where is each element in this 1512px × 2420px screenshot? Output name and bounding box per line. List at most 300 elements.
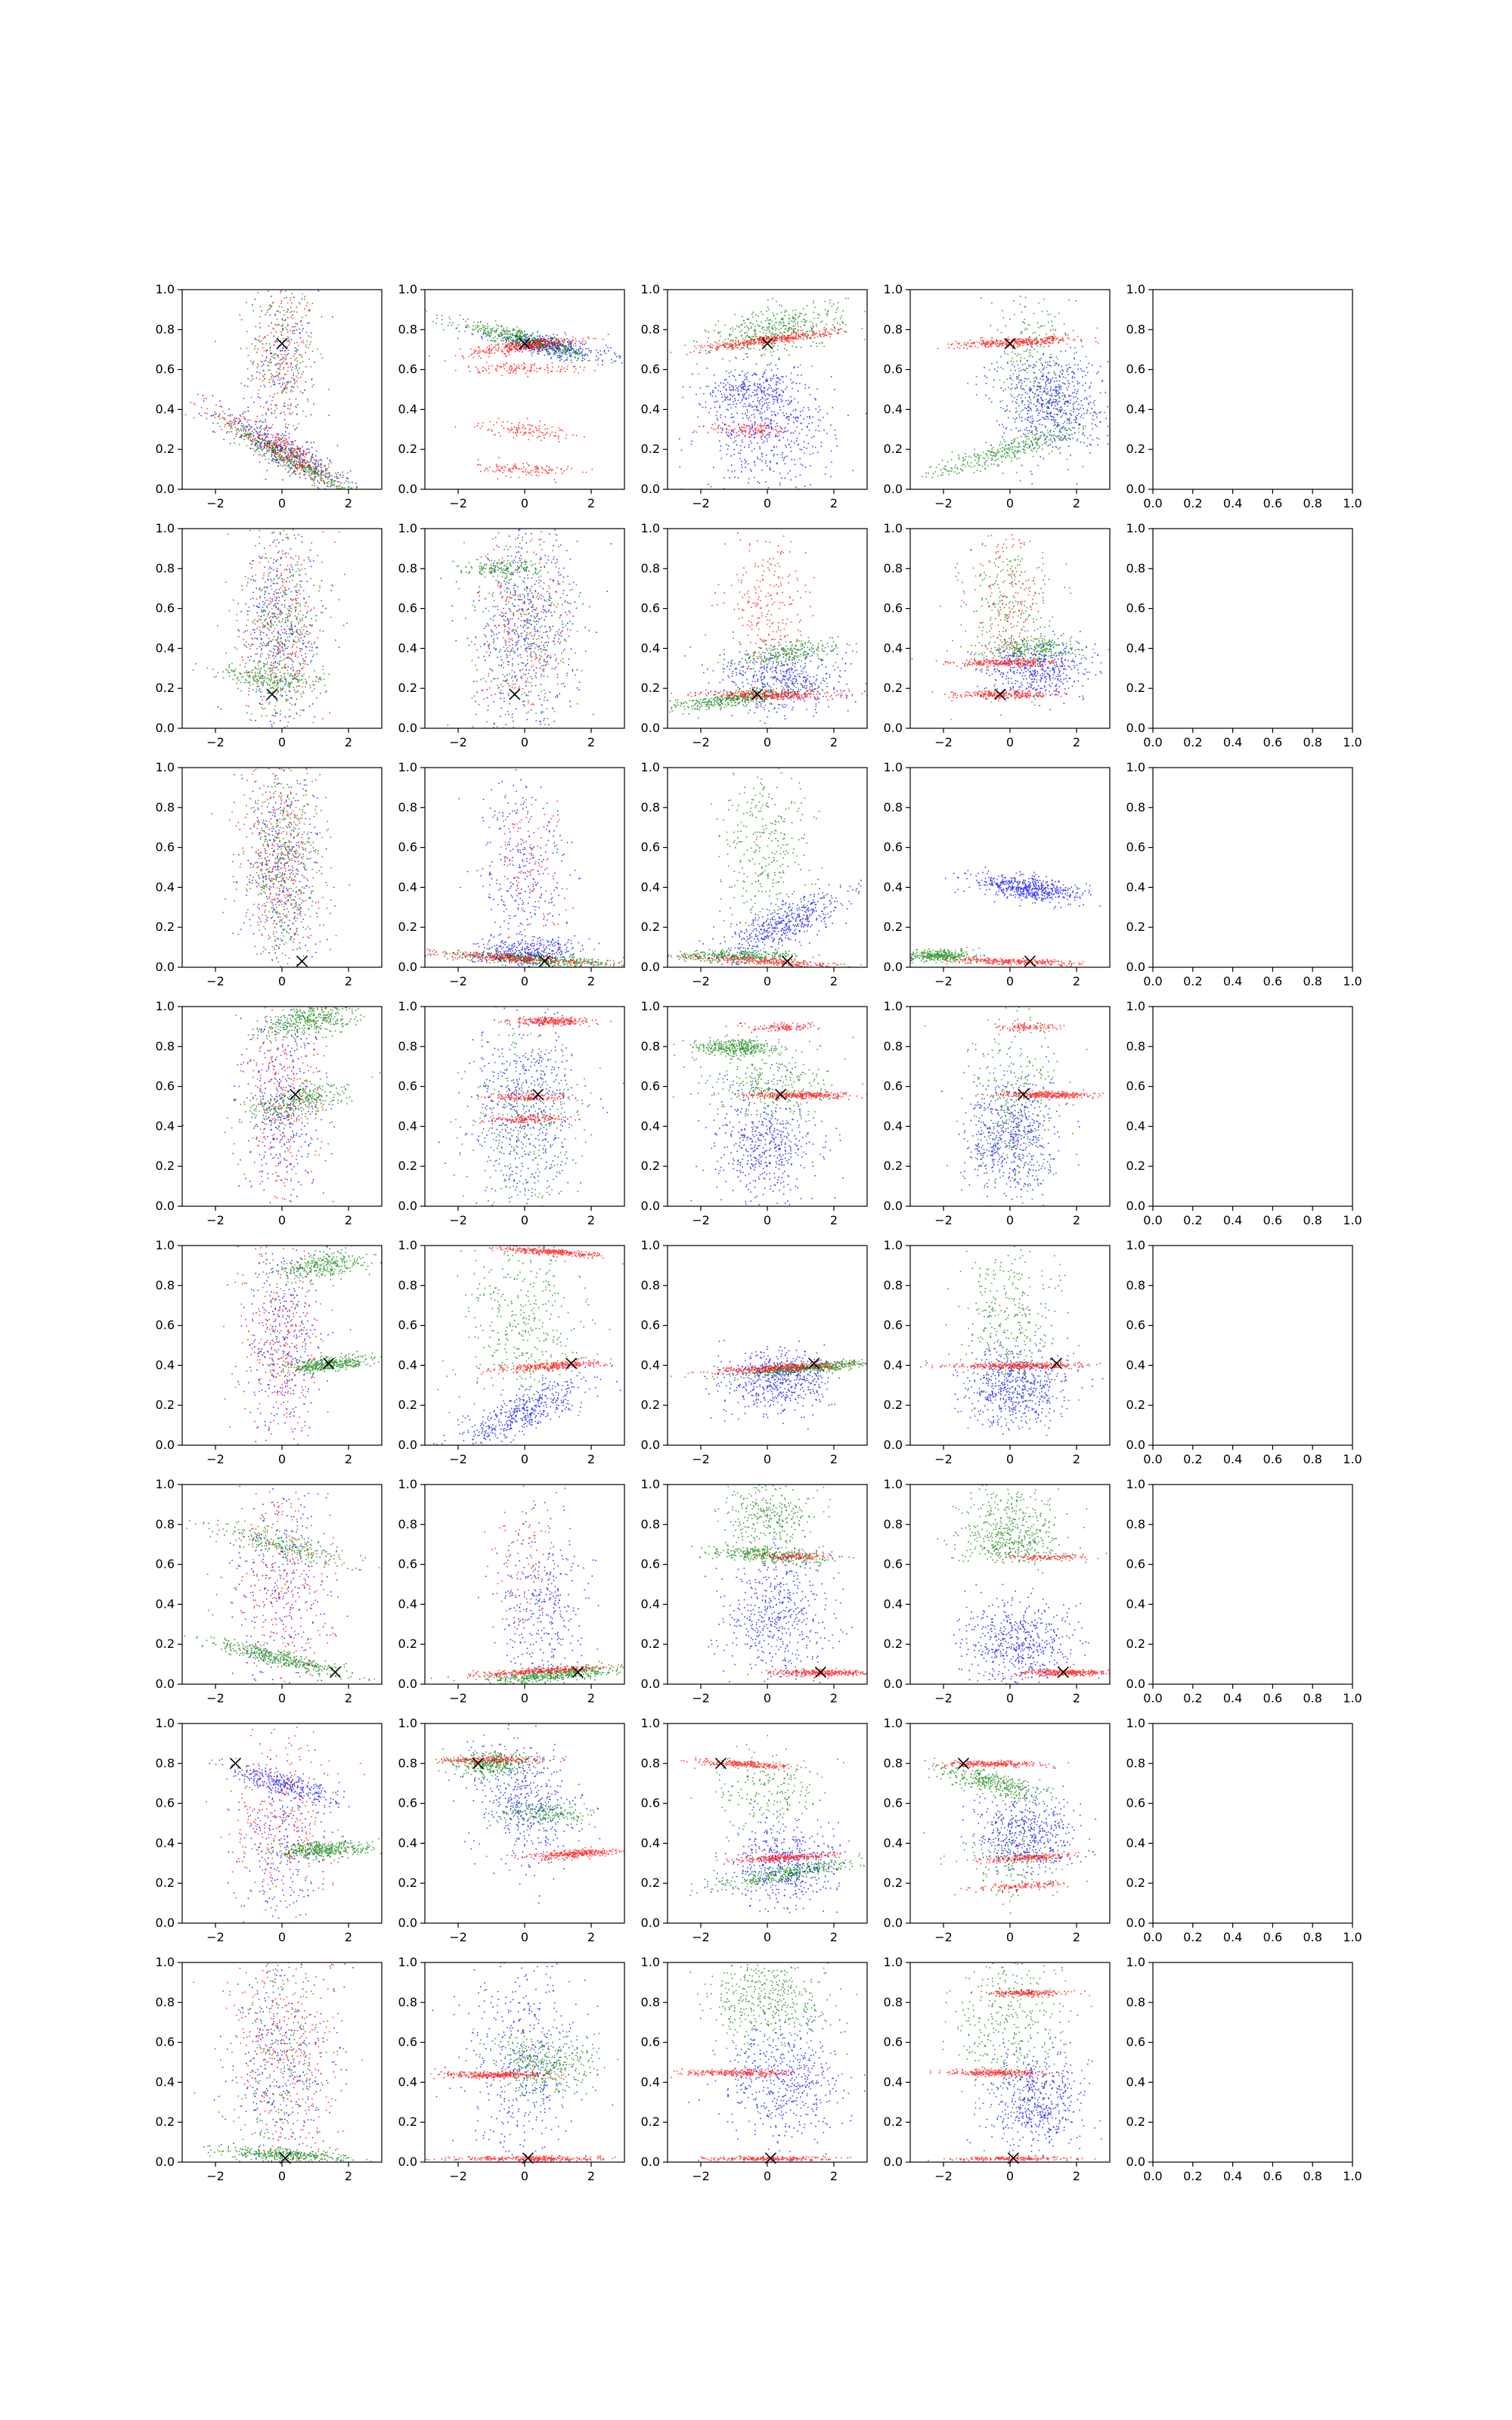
y-tick-label: 0.8 [1126, 1994, 1145, 2009]
x-tick-label: 0.0 [1143, 496, 1163, 510]
y-tick-label: 0.2 [398, 1637, 417, 1652]
y-tick-label: 0.6 [155, 361, 175, 377]
y-tick-label: 0.6 [398, 1795, 417, 1810]
x-tick-label: −2 [934, 496, 953, 510]
y-tick-label: 0.0 [155, 721, 175, 735]
y-tick-label: 1.0 [883, 521, 903, 535]
x-tick-label: −2 [692, 2169, 710, 2183]
x-tick-label: 0 [520, 974, 529, 988]
y-tick-label: 0.4 [883, 641, 903, 656]
y-tick-label: 0.2 [640, 442, 660, 457]
x-tick-label: 0.4 [1222, 1930, 1243, 1944]
x-tick-label: 0 [763, 735, 772, 749]
y-tick-label: 0.2 [155, 920, 175, 935]
x-tick-label: 1.0 [1343, 496, 1362, 510]
x-tick-label: 2 [587, 1691, 596, 1705]
x-tick-label: 0.0 [1143, 2169, 1163, 2183]
y-tick-label: 0.6 [398, 361, 417, 377]
x-tick-label: −2 [934, 735, 953, 749]
y-tick-label: 0.8 [398, 321, 417, 337]
y-tick-label: 0.4 [155, 880, 175, 895]
x-tick-label: 1.0 [1343, 1452, 1362, 1466]
y-tick-label: 1.0 [883, 1477, 903, 1491]
y-tick-label: 0.0 [883, 2155, 903, 2169]
y-tick-label: 0.2 [1126, 1876, 1145, 1891]
y-tick-label: 0.4 [1126, 2074, 1145, 2090]
y-tick-label: 1.0 [398, 1238, 417, 1252]
y-tick-label: 0.0 [398, 1438, 417, 1452]
y-tick-label: 1.0 [640, 521, 660, 535]
x-tick-label: 0 [763, 2169, 772, 2183]
x-tick-label: −2 [934, 1691, 953, 1705]
y-tick-label: 0.0 [155, 1438, 175, 1452]
x-tick-label: 0.4 [1222, 735, 1243, 749]
x-tick-label: 0 [763, 1691, 772, 1705]
x-tick-label: 0.2 [1183, 496, 1203, 510]
y-tick-label: 0.6 [155, 1078, 175, 1094]
x-tick-label: 0 [277, 735, 287, 749]
y-tick-label: 0.8 [883, 1277, 903, 1292]
y-tick-label: 0.0 [1126, 1199, 1145, 1213]
y-tick-label: 0.4 [1126, 641, 1145, 656]
x-tick-label: 0.2 [1183, 1452, 1203, 1466]
x-tick-label: −2 [692, 1452, 710, 1466]
x-tick-label: 0.4 [1222, 1691, 1243, 1705]
y-tick-label: 0.8 [640, 799, 660, 814]
y-tick-label: 0.2 [155, 2114, 175, 2130]
x-tick-label: 0 [1005, 735, 1015, 749]
y-tick-label: 0.8 [640, 560, 660, 576]
x-tick-label: −2 [934, 1452, 953, 1466]
x-tick-label: −2 [934, 1930, 953, 1944]
y-tick-label: 0.2 [883, 442, 903, 457]
x-tick-label: −2 [692, 496, 710, 510]
y-tick-label: 0.6 [883, 361, 903, 377]
y-tick-label: 0.4 [398, 641, 417, 656]
y-tick-label: 0.6 [640, 600, 660, 616]
x-tick-label: 0.2 [1183, 1691, 1203, 1705]
y-tick-label: 0.0 [883, 1677, 903, 1691]
x-tick-label: 0 [520, 1213, 529, 1227]
y-tick-label: 0.4 [155, 641, 175, 656]
x-tick-label: −2 [206, 1691, 225, 1705]
x-tick-label: 2 [344, 1213, 353, 1227]
y-tick-label: 1.0 [1126, 1238, 1145, 1252]
x-tick-label: −2 [449, 1930, 467, 1944]
x-tick-label: 1.0 [1343, 2169, 1362, 2183]
x-tick-label: −2 [449, 1213, 467, 1227]
x-tick-label: 2 [587, 1930, 596, 1944]
y-tick-label: 0.6 [398, 600, 417, 616]
y-tick-label: 1.0 [883, 999, 903, 1013]
y-tick-label: 0.8 [155, 560, 175, 576]
y-tick-label: 0.0 [640, 482, 660, 496]
y-tick-label: 0.6 [155, 1556, 175, 1571]
y-tick-label: 0.4 [883, 880, 903, 895]
y-tick-label: 1.0 [883, 282, 903, 296]
x-tick-label: 0.6 [1263, 1213, 1283, 1227]
x-tick-label: 0.4 [1222, 1452, 1243, 1466]
y-tick-label: 0.0 [640, 1677, 660, 1691]
x-tick-label: 2 [344, 1452, 353, 1466]
x-tick-label: 2 [829, 2169, 838, 2183]
y-tick-label: 0.4 [398, 1357, 417, 1373]
x-tick-label: 2 [344, 2169, 353, 2183]
y-tick-label: 0.6 [640, 361, 660, 377]
y-tick-label: 0.0 [640, 1438, 660, 1452]
x-tick-label: 2 [587, 496, 596, 510]
y-tick-label: 0.6 [155, 600, 175, 616]
y-tick-label: 0.8 [883, 1755, 903, 1770]
y-tick-label: 0.4 [640, 2074, 660, 2090]
y-tick-label: 0.2 [398, 2114, 417, 2130]
y-tick-label: 0.0 [1126, 960, 1145, 974]
y-tick-label: 0.0 [155, 1916, 175, 1930]
x-tick-label: −2 [206, 1452, 225, 1466]
y-tick-label: 0.6 [640, 1795, 660, 1810]
y-tick-label: 0.0 [640, 2155, 660, 2169]
y-tick-label: 1.0 [883, 760, 903, 774]
y-tick-label: 0.6 [640, 1078, 660, 1094]
y-tick-label: 0.6 [1126, 1795, 1145, 1810]
y-tick-label: 0.2 [640, 1637, 660, 1652]
x-tick-label: 0.0 [1143, 1930, 1163, 1944]
x-tick-label: 0.2 [1183, 2169, 1203, 2183]
y-tick-label: 0.4 [155, 1835, 175, 1851]
x-tick-label: 0 [1005, 1213, 1015, 1227]
y-tick-label: 0.8 [398, 1277, 417, 1292]
x-tick-label: −2 [449, 2169, 467, 2183]
x-tick-label: −2 [692, 974, 710, 988]
x-tick-label: 2 [587, 1213, 596, 1227]
y-tick-label: 0.4 [640, 1357, 660, 1373]
x-tick-label: 0 [1005, 1691, 1015, 1705]
y-tick-label: 0.6 [883, 1078, 903, 1094]
y-tick-label: 0.0 [640, 960, 660, 974]
y-tick-label: 1.0 [155, 1716, 175, 1730]
y-tick-label: 1.0 [640, 1238, 660, 1252]
y-tick-label: 0.0 [155, 482, 175, 496]
y-tick-label: 1.0 [155, 521, 175, 535]
x-tick-label: −2 [449, 735, 467, 749]
y-tick-label: 1.0 [155, 282, 175, 296]
y-tick-label: 0.8 [640, 321, 660, 337]
y-tick-label: 0.4 [1126, 1835, 1145, 1851]
y-tick-label: 1.0 [1126, 1477, 1145, 1491]
y-tick-label: 1.0 [640, 1955, 660, 1969]
x-tick-label: −2 [449, 974, 467, 988]
y-tick-label: 0.8 [155, 1038, 175, 1053]
y-tick-label: 0.0 [640, 1916, 660, 1930]
x-tick-label: 0.6 [1263, 2169, 1283, 2183]
y-tick-label: 0.8 [883, 1994, 903, 2009]
y-tick-label: 0.4 [883, 1118, 903, 1134]
y-tick-label: 0.8 [640, 1038, 660, 1053]
y-tick-label: 1.0 [883, 1716, 903, 1730]
y-tick-label: 0.4 [883, 1596, 903, 1612]
y-tick-label: 1.0 [398, 1477, 417, 1491]
y-tick-label: 0.6 [155, 1795, 175, 1810]
y-tick-label: 0.6 [1126, 1078, 1145, 1094]
x-tick-label: −2 [934, 2169, 953, 2183]
y-tick-label: 0.2 [398, 1159, 417, 1174]
y-tick-label: 0.0 [1126, 482, 1145, 496]
y-tick-label: 1.0 [640, 999, 660, 1013]
y-tick-label: 0.2 [398, 1398, 417, 1413]
y-tick-label: 0.2 [883, 920, 903, 935]
x-tick-label: 2 [1072, 2169, 1081, 2183]
y-tick-label: 0.4 [640, 1835, 660, 1851]
x-tick-label: 0 [763, 974, 772, 988]
y-tick-label: 0.8 [1126, 560, 1145, 576]
y-tick-label: 0.4 [883, 402, 903, 417]
y-tick-label: 0.8 [398, 799, 417, 814]
y-tick-label: 0.4 [883, 1357, 903, 1373]
x-tick-label: 2 [587, 735, 596, 749]
x-tick-label: 2 [344, 496, 353, 510]
y-tick-label: 0.0 [883, 1916, 903, 1930]
y-tick-label: 0.8 [883, 799, 903, 814]
y-tick-label: 0.4 [155, 1118, 175, 1134]
x-tick-label: 2 [587, 1452, 596, 1466]
y-tick-label: 0.8 [883, 1038, 903, 1053]
y-tick-label: 0.4 [1126, 402, 1145, 417]
x-tick-label: −2 [206, 1930, 225, 1944]
x-tick-label: 0.4 [1222, 496, 1243, 510]
x-tick-label: 0.0 [1143, 1691, 1163, 1705]
y-tick-label: 0.2 [640, 2114, 660, 2130]
x-tick-label: −2 [934, 974, 953, 988]
y-tick-label: 0.0 [1126, 1916, 1145, 1930]
y-tick-label: 0.0 [640, 1199, 660, 1213]
y-tick-label: 0.8 [883, 560, 903, 576]
y-tick-label: 0.6 [1126, 1556, 1145, 1571]
y-tick-label: 0.8 [398, 1994, 417, 2009]
y-tick-label: 0.2 [883, 1637, 903, 1652]
y-tick-label: 0.6 [398, 1556, 417, 1571]
y-tick-label: 0.0 [883, 1438, 903, 1452]
y-tick-label: 0.8 [883, 1516, 903, 1531]
x-tick-label: 2 [829, 1691, 838, 1705]
y-tick-label: 0.2 [640, 920, 660, 935]
y-tick-label: 0.8 [1126, 1755, 1145, 1770]
y-tick-label: 0.8 [883, 321, 903, 337]
x-tick-label: 0 [277, 496, 287, 510]
y-tick-label: 0.2 [1126, 2114, 1145, 2130]
y-tick-label: 0.6 [883, 1317, 903, 1333]
x-tick-label: −2 [692, 1691, 710, 1705]
y-tick-label: 0.4 [398, 402, 417, 417]
y-tick-label: 0.4 [155, 1596, 175, 1612]
y-tick-label: 0.0 [883, 482, 903, 496]
x-tick-label: −2 [206, 2169, 225, 2183]
y-tick-label: 1.0 [640, 1716, 660, 1730]
y-tick-label: 1.0 [1126, 1716, 1145, 1730]
x-tick-label: 2 [344, 1691, 353, 1705]
y-tick-label: 0.0 [1126, 1438, 1145, 1452]
x-tick-label: 2 [344, 974, 353, 988]
y-tick-label: 0.6 [1126, 2034, 1145, 2049]
y-tick-label: 0.0 [883, 1199, 903, 1213]
x-tick-label: 2 [829, 735, 838, 749]
y-tick-label: 0.6 [640, 2034, 660, 2049]
y-tick-label: 0.0 [1126, 721, 1145, 735]
y-tick-label: 0.4 [398, 1596, 417, 1612]
y-tick-label: 0.6 [640, 839, 660, 855]
x-tick-label: −2 [449, 1452, 467, 1466]
y-tick-label: 0.4 [1126, 1596, 1145, 1612]
y-tick-label: 0.6 [398, 1078, 417, 1094]
y-tick-label: 0.4 [640, 641, 660, 656]
y-tick-label: 1.0 [1126, 1955, 1145, 1969]
y-tick-label: 1.0 [155, 1477, 175, 1491]
y-tick-label: 1.0 [640, 1477, 660, 1491]
x-tick-label: 0 [763, 496, 772, 510]
x-tick-label: 0.8 [1303, 1452, 1322, 1466]
y-tick-label: 1.0 [398, 760, 417, 774]
x-tick-label: 0.2 [1183, 1213, 1203, 1227]
y-tick-label: 0.0 [155, 960, 175, 974]
y-tick-label: 0.8 [640, 1516, 660, 1531]
y-tick-label: 0.2 [1126, 1159, 1145, 1174]
y-tick-label: 0.0 [155, 2155, 175, 2169]
x-tick-label: 0 [277, 1452, 287, 1466]
x-tick-label: 0.6 [1263, 974, 1283, 988]
y-tick-label: 0.4 [1126, 1357, 1145, 1373]
x-tick-label: 0 [520, 1691, 529, 1705]
x-tick-label: 1.0 [1343, 1691, 1362, 1705]
y-tick-label: 0.4 [1126, 1118, 1145, 1134]
y-tick-label: 0.0 [398, 2155, 417, 2169]
y-tick-label: 1.0 [1126, 760, 1145, 774]
y-tick-label: 0.2 [1126, 681, 1145, 696]
x-tick-label: −2 [206, 496, 225, 510]
y-tick-label: 0.4 [398, 1835, 417, 1851]
x-tick-label: 0.2 [1183, 735, 1203, 749]
y-tick-label: 0.8 [640, 1755, 660, 1770]
x-tick-label: 0 [277, 1691, 287, 1705]
y-tick-label: 0.0 [1126, 1677, 1145, 1691]
y-tick-label: 0.2 [398, 920, 417, 935]
y-tick-label: 0.6 [1126, 1317, 1145, 1333]
x-tick-label: 1.0 [1343, 735, 1362, 749]
y-tick-label: 0.6 [640, 1556, 660, 1571]
x-tick-label: 1.0 [1343, 1213, 1362, 1227]
y-tick-label: 0.2 [398, 1876, 417, 1891]
y-tick-label: 1.0 [398, 999, 417, 1013]
x-tick-label: 0 [520, 1930, 529, 1944]
x-tick-label: 0.0 [1143, 1213, 1163, 1227]
y-tick-label: 0.4 [155, 1357, 175, 1373]
y-tick-label: 1.0 [398, 521, 417, 535]
y-tick-label: 0.6 [883, 2034, 903, 2049]
y-tick-label: 0.4 [155, 2074, 175, 2090]
y-tick-label: 0.2 [155, 442, 175, 457]
y-tick-label: 0.0 [398, 1199, 417, 1213]
x-tick-label: 1.0 [1343, 1930, 1362, 1944]
y-tick-label: 0.6 [1126, 839, 1145, 855]
y-tick-label: 0.2 [1126, 1637, 1145, 1652]
y-tick-label: 0.0 [398, 960, 417, 974]
y-tick-label: 0.6 [155, 2034, 175, 2049]
y-tick-label: 1.0 [883, 1955, 903, 1969]
x-tick-label: 2 [587, 974, 596, 988]
x-tick-label: 0.6 [1263, 1930, 1283, 1944]
x-tick-label: 2 [587, 2169, 596, 2183]
y-tick-label: 0.0 [640, 721, 660, 735]
y-tick-label: 0.8 [1126, 1277, 1145, 1292]
y-tick-label: 0.6 [155, 1317, 175, 1333]
x-tick-label: 2 [1072, 974, 1081, 988]
y-tick-label: 1.0 [398, 1955, 417, 1969]
x-tick-label: 2 [829, 1452, 838, 1466]
y-tick-label: 0.2 [155, 1876, 175, 1891]
y-tick-label: 1.0 [155, 1955, 175, 1969]
y-tick-label: 0.8 [398, 1516, 417, 1531]
y-tick-label: 0.8 [1126, 321, 1145, 337]
y-tick-label: 0.2 [883, 2114, 903, 2130]
x-tick-label: 0 [520, 1452, 529, 1466]
y-tick-label: 0.2 [640, 1398, 660, 1413]
y-tick-label: 0.8 [640, 1994, 660, 2009]
y-tick-label: 0.2 [1126, 920, 1145, 935]
x-tick-label: 1.0 [1343, 974, 1362, 988]
x-tick-label: 0.6 [1263, 735, 1283, 749]
y-tick-label: 0.4 [398, 2074, 417, 2090]
y-tick-label: 0.8 [1126, 1516, 1145, 1531]
x-tick-label: 0.2 [1183, 974, 1203, 988]
y-tick-label: 0.0 [398, 721, 417, 735]
y-tick-label: 0.4 [155, 402, 175, 417]
x-tick-label: 0.6 [1263, 1691, 1283, 1705]
x-tick-label: 0 [1005, 2169, 1015, 2183]
x-tick-label: −2 [206, 735, 225, 749]
x-tick-label: 0.8 [1303, 1213, 1322, 1227]
y-tick-label: 0.8 [1126, 1038, 1145, 1053]
y-tick-label: 0.8 [398, 1038, 417, 1053]
x-tick-label: −2 [692, 1930, 710, 1944]
y-tick-label: 0.4 [640, 1596, 660, 1612]
y-tick-label: 0.8 [155, 799, 175, 814]
y-tick-label: 1.0 [1126, 999, 1145, 1013]
y-tick-label: 1.0 [1126, 282, 1145, 296]
x-tick-label: −2 [692, 1213, 710, 1227]
y-tick-label: 0.8 [155, 1994, 175, 2009]
y-tick-label: 0.2 [398, 442, 417, 457]
x-tick-label: 0.8 [1303, 1930, 1322, 1944]
y-tick-label: 1.0 [640, 282, 660, 296]
x-tick-label: 0.6 [1263, 496, 1283, 510]
x-tick-label: 0 [520, 735, 529, 749]
x-tick-label: −2 [449, 1691, 467, 1705]
y-tick-label: 0.8 [155, 321, 175, 337]
x-tick-label: 0 [1005, 974, 1015, 988]
y-tick-label: 0.4 [398, 880, 417, 895]
y-tick-label: 0.2 [155, 1637, 175, 1652]
y-tick-label: 0.4 [640, 1118, 660, 1134]
x-tick-label: 2 [829, 974, 838, 988]
y-tick-label: 0.2 [883, 1876, 903, 1891]
y-tick-label: 0.2 [883, 1398, 903, 1413]
y-tick-label: 0.4 [883, 2074, 903, 2090]
y-tick-label: 0.6 [883, 839, 903, 855]
y-tick-label: 0.6 [1126, 361, 1145, 377]
x-tick-label: 0 [763, 1452, 772, 1466]
y-tick-label: 0.0 [155, 1199, 175, 1213]
y-tick-label: 1.0 [155, 1238, 175, 1252]
y-tick-label: 0.0 [398, 1916, 417, 1930]
y-tick-label: 0.2 [1126, 442, 1145, 457]
